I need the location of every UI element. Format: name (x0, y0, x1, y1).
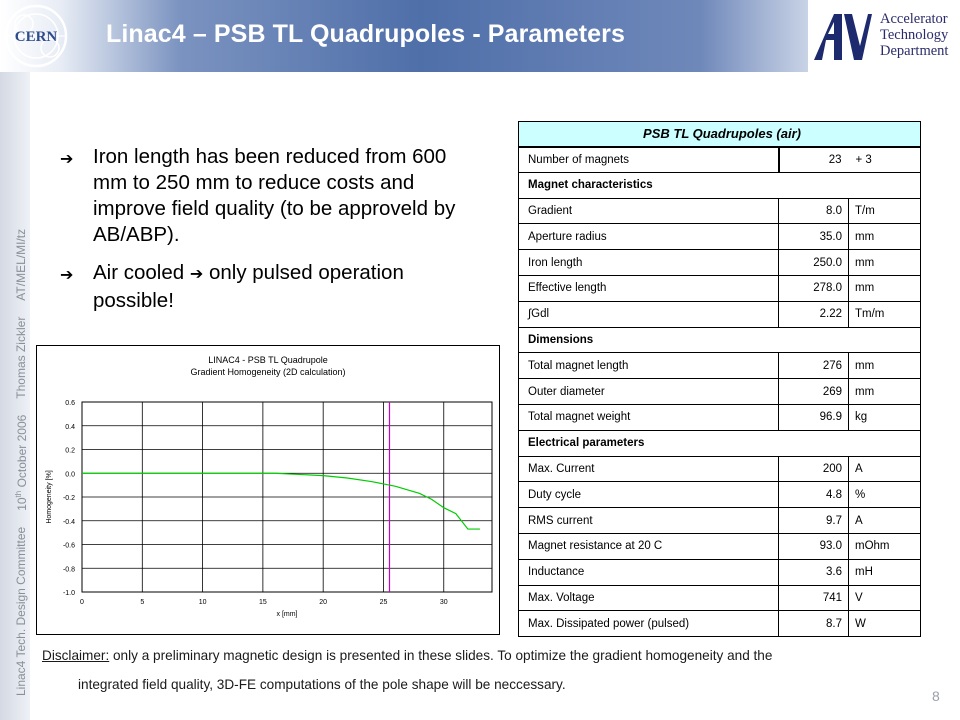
arrow-right-icon: ➔ (189, 266, 204, 283)
row-unit: mm (849, 250, 921, 276)
bullet-item (60, 260, 470, 314)
x-axis-label: x [mm] (276, 611, 298, 618)
bullet-list (60, 144, 470, 326)
row-unit: mm (849, 224, 921, 250)
disclaimer (42, 641, 922, 699)
row-label: Aperture radius (519, 224, 779, 250)
cern-logo-icon (2, 2, 70, 70)
department-logo (808, 0, 960, 72)
bullet-item (60, 144, 470, 248)
y-tick-label: -1.0 (62, 590, 75, 597)
y-tick-label: -0.2 (62, 495, 75, 502)
table-section-row (519, 172, 921, 198)
row-value: 741 (779, 585, 849, 611)
arrow-right-icon: ➔ (60, 151, 74, 168)
row-label: Iron length (519, 250, 779, 276)
row-value: 8.7 (779, 611, 849, 637)
row-label: Outer diameter (519, 379, 779, 405)
row-label: Number of magnets (519, 147, 779, 173)
row-unit: T/m (849, 198, 921, 224)
table-row (519, 611, 921, 637)
row-value: 276 (779, 353, 849, 379)
table-row (519, 275, 921, 301)
y-tick-label: -0.8 (62, 566, 75, 574)
x-tick-label: 0 (80, 599, 84, 606)
chart-svg (37, 346, 499, 634)
side-footer-text (14, 229, 29, 696)
chart-subtitle: Gradient Homogeneity (2D calculation) (190, 367, 346, 377)
department-line-2: Technology (880, 27, 949, 43)
homogeneity-chart (36, 345, 500, 635)
row-unit: mH (849, 559, 921, 585)
table-row (519, 559, 921, 585)
disclaimer-line-2: integrated field quality, 3D-FE computations of the pole shape will be neccessary. (78, 677, 566, 692)
department-line-1: Accelerator (880, 11, 948, 27)
x-tick-label: 20 (319, 599, 328, 606)
header-bar (0, 0, 960, 72)
bullet-text: Air cooled ➔ only pulsed operation possible! (93, 261, 404, 312)
bullet-text: Iron length has been reduced from 600 mm to 250 mm to reduce costs and improve field quality (to be approveld by AB/ABP). (93, 145, 456, 246)
y-tick-label: -0.4 (62, 518, 75, 526)
table-section-row (519, 327, 921, 353)
row-unit: % (849, 482, 921, 508)
table-row (519, 482, 921, 508)
y-tick-label: -0.6 (62, 542, 75, 550)
row-label: Max. Dissipated power (pulsed) (519, 611, 779, 637)
x-tick-label: 10 (198, 599, 207, 606)
row-label: Total magnet weight (519, 404, 779, 430)
row-label: Inductance (519, 559, 779, 585)
table-title: PSB TL Quadrupoles (air) (519, 122, 921, 147)
page-number: 8 (932, 688, 940, 704)
atd-logo-icon (812, 10, 872, 62)
row-value: 8.0 (779, 198, 849, 224)
row-label: Max. Current (519, 456, 779, 482)
y-tick-label: 0.2 (65, 447, 75, 455)
footer-group: AT/MEL/MI/tz (14, 228, 28, 301)
section-title: Electrical parameters (519, 430, 921, 456)
row-label: ∫Gdl (519, 301, 779, 327)
row-unit: Tm/m (849, 301, 921, 327)
x-tick-label: 30 (439, 599, 448, 606)
table-row (519, 404, 921, 430)
row-unit: A (849, 508, 921, 534)
row-unit: kg (849, 404, 921, 430)
x-tick-label: 15 (258, 599, 267, 606)
row-label: RMS current (519, 508, 779, 534)
row-label: Effective length (519, 275, 779, 301)
row-value: 278.0 (779, 275, 849, 301)
row-value: 4.8 (779, 482, 849, 508)
footer-event: Linac4 Tech. Design Committee (14, 526, 28, 696)
table-title-row (519, 122, 921, 147)
row-label: Total magnet length (519, 353, 779, 379)
row-label: Max. Voltage (519, 585, 779, 611)
row-value: 2.22 (779, 301, 849, 327)
table-row (519, 224, 921, 250)
table-row (519, 456, 921, 482)
row-value: 269 (779, 379, 849, 405)
disclaimer-label: Disclaimer: (42, 648, 110, 663)
row-value: 200 (779, 456, 849, 482)
row-value: 9.7 (779, 508, 849, 534)
x-tick-label: 25 (379, 599, 388, 606)
row-label: Magnet resistance at 20 C (519, 533, 779, 559)
y-tick-label: 0.4 (65, 423, 75, 431)
y-axis-label: Homogeneity [%] (46, 470, 53, 524)
footer-date: 10th October 2006 (14, 414, 29, 511)
table-row (519, 379, 921, 405)
arrow-right-icon: ➔ (60, 267, 74, 284)
cern-logo-text: CERN (14, 29, 58, 45)
table-row (519, 301, 921, 327)
row-unit: mm (849, 275, 921, 301)
footer-author: Thomas Zickler (14, 316, 28, 399)
row-label: Duty cycle (519, 482, 779, 508)
department-line-3: Department (880, 43, 949, 59)
table-row (519, 198, 921, 224)
row-value: 3.6 (779, 559, 849, 585)
row-unit: mm (849, 379, 921, 405)
row-unit: V (849, 585, 921, 611)
table-row (519, 508, 921, 534)
row-unit: mm (849, 353, 921, 379)
row-unit: W (849, 611, 921, 637)
row-unit: mOhm (849, 533, 921, 559)
table-section-row (519, 430, 921, 456)
page-title: Linac4 – PSB TL Quadrupoles - Parameters (106, 20, 625, 48)
parameter-table (518, 121, 921, 637)
y-tick-label: 0.0 (65, 471, 75, 479)
section-title: Magnet characteristics (519, 172, 921, 198)
x-tick-label: 5 (140, 599, 145, 606)
table-row (519, 585, 921, 611)
row-value: 23 + 3 (779, 147, 921, 173)
row-value: 93.0 (779, 533, 849, 559)
table-row (519, 147, 921, 173)
row-value: 35.0 (779, 224, 849, 250)
row-value: 96.9 (779, 404, 849, 430)
department-name (880, 11, 948, 59)
y-tick-label: 0.6 (65, 400, 75, 407)
table-row (519, 533, 921, 559)
row-value: 250.0 (779, 250, 849, 276)
row-unit: A (849, 456, 921, 482)
chart-title: LINAC4 - PSB TL Quadrupole (208, 355, 328, 365)
disclaimer-line-1: only a preliminary magnetic design is presented in these slides. To optimize the gradient homogeneity and the (109, 648, 773, 663)
table-row (519, 250, 921, 276)
section-title: Dimensions (519, 327, 921, 353)
row-label: Gradient (519, 198, 779, 224)
table-row (519, 353, 921, 379)
